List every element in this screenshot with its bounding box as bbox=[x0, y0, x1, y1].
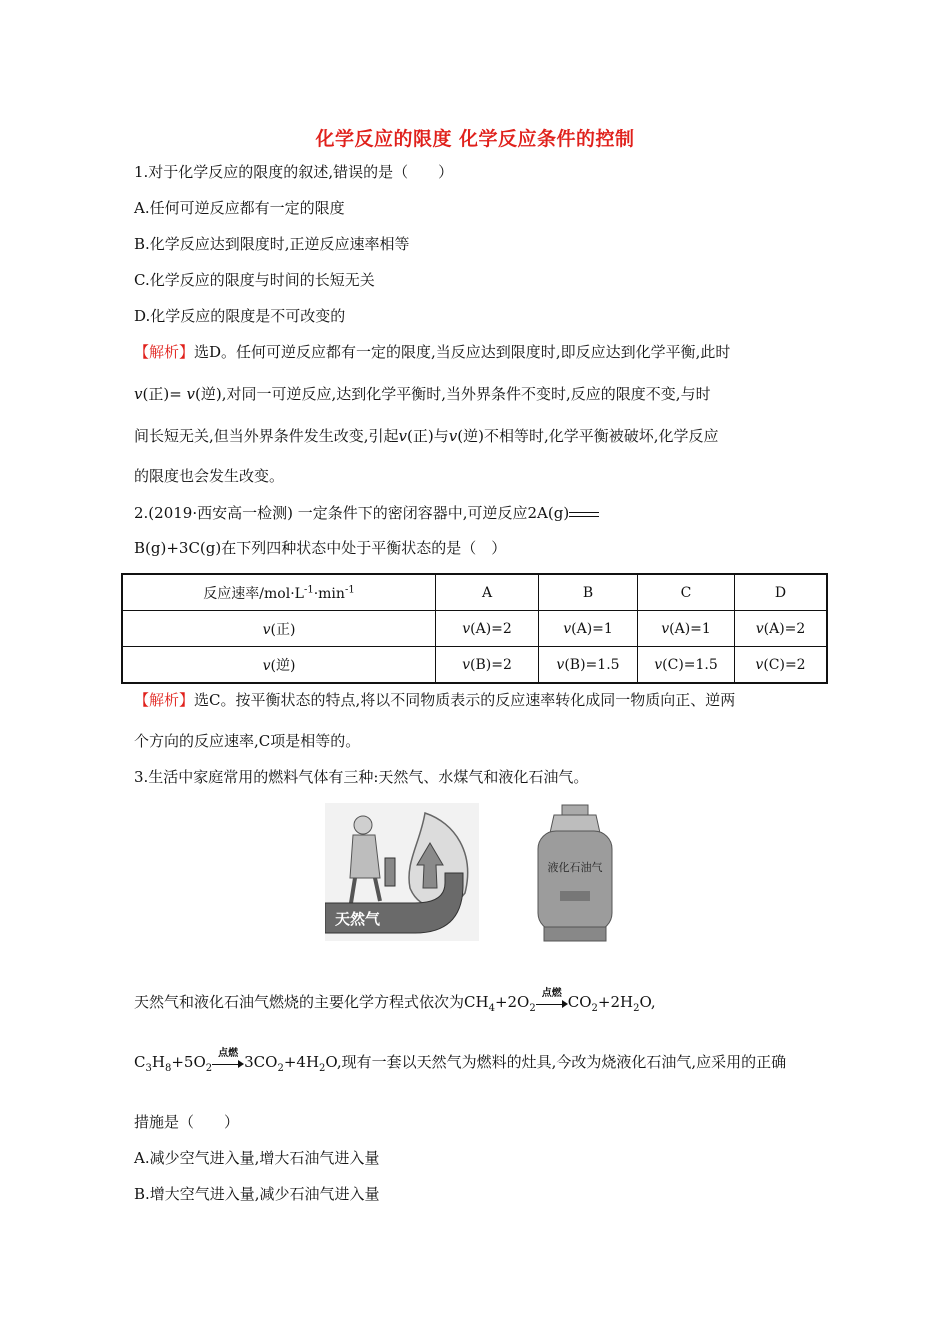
reaction-arrow-icon: 点燃 bbox=[212, 1053, 244, 1073]
q1-analysis-line-1: 【解析】选D。任何可逆反应都有一定的限度,当反应达到限度时,即反应达到化学平衡,此时 bbox=[134, 343, 731, 361]
q2-analysis-line-2: 个方向的反应速率,C项是相等的。 bbox=[134, 732, 361, 750]
table-cell: v(B)=2 bbox=[436, 647, 539, 684]
q2-stem-line-2: B(g)+3C(g)在下列四种状态中处于平衡状态的是（ ） bbox=[134, 539, 507, 557]
table-cell: v(C)=2 bbox=[735, 647, 828, 684]
q1-analysis-line-2: v(正)= v(逆),对同一可逆反应,达到化学平衡时,当外界条件不变时,反应的限度不变,与时 bbox=[134, 385, 711, 403]
natural-gas-illustration bbox=[325, 803, 479, 941]
q2-analysis-line-1: 【解析】选C。按平衡状态的特点,将以不同物质表示的反应速率转化成同一物质向正、逆两 bbox=[134, 691, 736, 709]
page-title: 化学反应的限度 化学反应条件的控制 bbox=[315, 128, 635, 150]
table-header-cell: A bbox=[436, 574, 539, 611]
table-cell: v(A)=1 bbox=[539, 611, 638, 647]
cylinder-label: 液化石油气 bbox=[547, 861, 603, 874]
q2-stem-line-1: 2.(2019·西安高一检测) 一定条件下的密闭容器中,可逆反应2A(g) bbox=[134, 503, 599, 523]
q3-stem-line-3: 措施是（ ） bbox=[134, 1113, 240, 1131]
equilibrium-arrow-icon bbox=[569, 509, 599, 519]
table-row bbox=[122, 647, 827, 684]
table-header-cell: C bbox=[638, 574, 735, 611]
q1-stem: 1.对于化学反应的限度的叙述,错误的是（ ） bbox=[134, 163, 454, 181]
table-cell: v(正) bbox=[122, 611, 436, 647]
q1-analysis-line-3: 间长短无关,但当外界条件发生改变,引起v(正)与v(逆)不相等时,化学平衡被破坏,化学反应 bbox=[134, 427, 719, 445]
table-cell: v(逆) bbox=[122, 647, 436, 684]
q1-analysis-line-4: 的限度也会发生改变。 bbox=[134, 467, 285, 485]
lpg-cylinder-illustration bbox=[530, 803, 620, 943]
q3-option-b: B.增大空气进入量,减少石油气进入量 bbox=[134, 1185, 380, 1203]
table-cell: v(A)=2 bbox=[436, 611, 539, 647]
reaction-arrow-icon: 点燃 bbox=[536, 993, 568, 1013]
q1-option-c: C.化学反应的限度与时间的长短无关 bbox=[134, 271, 375, 289]
rate-table bbox=[121, 573, 828, 684]
pipe-label: 天然气 bbox=[335, 910, 381, 928]
table-header-cell: B bbox=[539, 574, 638, 611]
table-cell: v(C)=1.5 bbox=[638, 647, 735, 684]
q1-option-d: D.化学反应的限度是不可改变的 bbox=[134, 307, 346, 325]
table-header-cell: D bbox=[735, 574, 828, 611]
q3-stem: 3.生活中家庭常用的燃料气体有三种:天然气、水煤气和液化石油气。 bbox=[134, 768, 589, 786]
table-row bbox=[122, 611, 827, 647]
table-row bbox=[122, 574, 827, 611]
analysis-tag: 【解析】 bbox=[134, 343, 195, 361]
q3-equation-1: 天然气和液化石油气燃烧的主要化学方程式依次为$CH_4+2O_2$ 点燃 $CO_2+2H_2O$, bbox=[134, 988, 656, 1014]
q3-option-a: A.减少空气进入量,增大石油气进入量 bbox=[134, 1149, 380, 1167]
table-cell: v(A)=1 bbox=[638, 611, 735, 647]
q1-option-b: B.化学反应达到限度时,正逆反应速率相等 bbox=[134, 235, 410, 253]
analysis-tag: 【解析】 bbox=[134, 691, 195, 709]
table-header-cell: 反应速率$/mol\cdot L^{-1}\cdot\min^{-1}$ bbox=[122, 574, 436, 611]
q3-equation-2: $C_3H_8+5O_2$ 点燃 $3CO_2+4H_2O$,现有一套以天然气为燃料的灶具,今改为烧液化石油气,应采用的正确 bbox=[134, 1048, 787, 1074]
q1-option-a: A.任何可逆反应都有一定的限度 bbox=[134, 199, 345, 217]
table-cell: v(A)=2 bbox=[735, 611, 828, 647]
table-cell: v(B)=1.5 bbox=[539, 647, 638, 684]
